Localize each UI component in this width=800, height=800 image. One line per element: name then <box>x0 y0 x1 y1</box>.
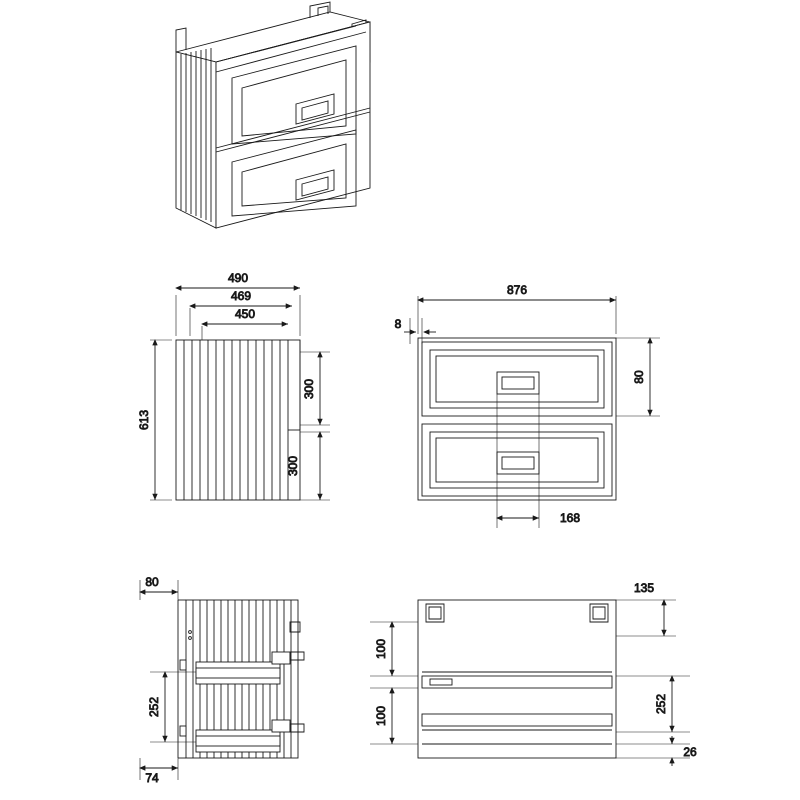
dim-rear-100-lower: 100 <box>374 705 388 727</box>
dim-top-74: 74 <box>145 771 159 785</box>
dim-rear-100-upper: 100 <box>374 638 388 660</box>
dim-front-8: 8 <box>394 317 402 331</box>
dim-side-300-upper: 300 <box>302 378 316 400</box>
dim-front-80: 80 <box>632 370 646 384</box>
dim-rear-135: 135 <box>633 581 655 595</box>
dim-side-469: 469 <box>230 289 252 303</box>
dim-side-490: 490 <box>227 271 249 285</box>
dim-front-876: 876 <box>506 283 528 297</box>
dim-rear-26: 26 <box>683 745 697 759</box>
dim-top-252: 252 <box>147 696 161 718</box>
dim-side-450: 450 <box>234 307 256 321</box>
rear-view <box>370 581 697 766</box>
dim-front-168: 168 <box>559 511 581 525</box>
dim-side-300-lower: 300 <box>286 455 300 477</box>
isometric-view <box>176 2 370 228</box>
top-view <box>140 575 304 785</box>
dim-top-80: 80 <box>145 575 159 589</box>
dim-rear-252: 252 <box>654 693 668 715</box>
side-view <box>137 271 330 500</box>
front-view <box>395 283 660 528</box>
dim-side-613: 613 <box>137 409 151 431</box>
